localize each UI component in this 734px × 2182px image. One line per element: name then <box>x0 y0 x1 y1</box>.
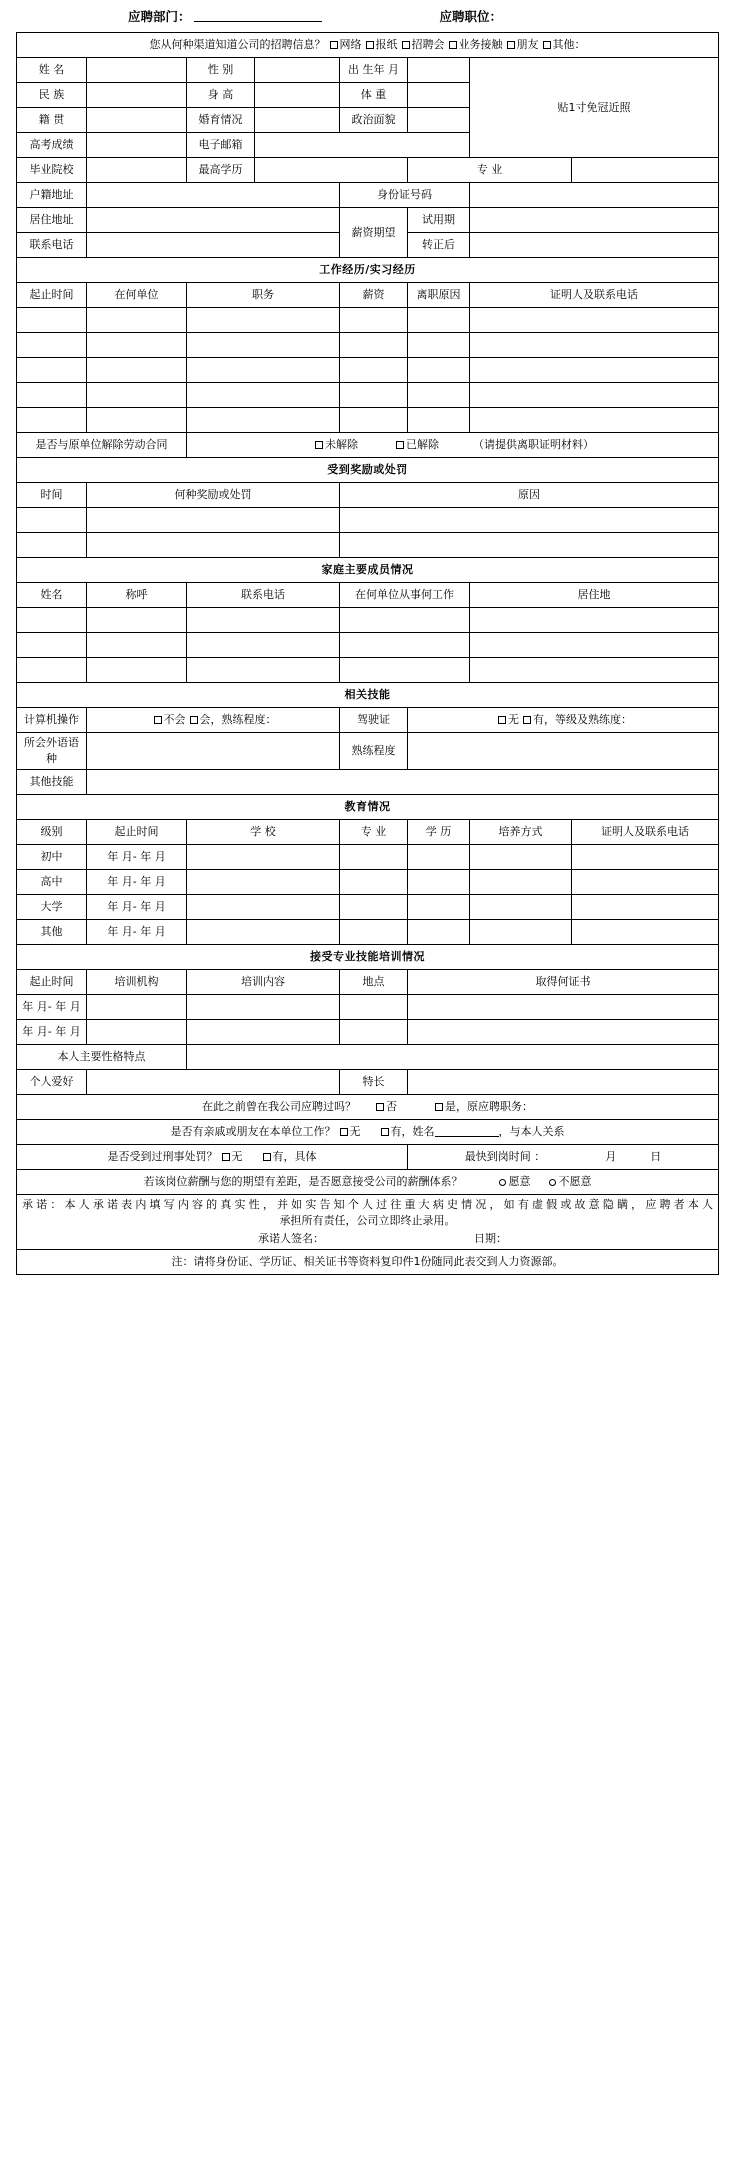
edu-col-school: 学 校 <box>187 819 340 844</box>
edu-period[interactable]: 年 月- 年 月 <box>87 844 187 869</box>
work-columns-row <box>17 283 719 308</box>
work-cell-period[interactable] <box>17 333 87 358</box>
gender-label: 性 别 <box>187 58 255 83</box>
family-section-header-row <box>17 558 719 583</box>
checkbox-icon[interactable] <box>402 41 410 49</box>
education-columns-row <box>17 819 719 844</box>
award-cell-reason[interactable] <box>340 508 719 533</box>
pledge-signature-line <box>20 1231 715 1247</box>
train-cert-input[interactable] <box>408 1019 719 1044</box>
checkbox-icon[interactable] <box>435 1103 443 1111</box>
channel-option-0[interactable]: 网络 <box>339 38 362 52</box>
family-col-name: 姓名 <box>17 583 87 608</box>
channel-option-5[interactable]: 其他： <box>552 38 586 52</box>
pledge-row <box>17 1194 719 1249</box>
train-col-cert: 取得何证书 <box>408 969 719 994</box>
family-cell-phone[interactable] <box>187 608 340 633</box>
edu-period[interactable]: 年 月- 年 月 <box>87 869 187 894</box>
train-content-input[interactable] <box>187 994 340 1019</box>
hukou-input[interactable] <box>87 183 340 208</box>
work-cell-reason[interactable] <box>408 358 470 383</box>
family-cell-name[interactable] <box>17 658 87 683</box>
family-cell-residence[interactable] <box>470 658 719 683</box>
personality-row <box>17 1044 719 1069</box>
proficiency-label: 熟练程度 <box>340 733 408 770</box>
work-cell-salary[interactable] <box>340 333 408 358</box>
work-cell-salary[interactable] <box>340 408 408 433</box>
edu-school-input[interactable] <box>187 869 340 894</box>
edu-col-major: 专 业 <box>340 819 408 844</box>
checkbox-icon[interactable] <box>263 1153 271 1161</box>
edu-degree-input[interactable] <box>408 919 470 944</box>
edu-major-input[interactable] <box>340 919 408 944</box>
edu-level: 初中 <box>17 844 87 869</box>
family-cell-name[interactable] <box>17 608 87 633</box>
radio-icon[interactable] <box>549 1179 556 1186</box>
award-cell-reason[interactable] <box>340 533 719 558</box>
work-cell-position[interactable] <box>187 408 340 433</box>
email-label: 电子邮箱 <box>187 133 255 158</box>
checkbox-icon[interactable] <box>315 441 323 449</box>
education-section-title: 教育情况 <box>17 794 719 819</box>
checkbox-icon[interactable] <box>396 441 404 449</box>
school-label: 毕业院校 <box>17 158 87 183</box>
name-label: 姓 名 <box>17 58 87 83</box>
gaokao-input[interactable] <box>87 133 187 158</box>
edu-reference-input[interactable] <box>572 844 719 869</box>
phone-label: 联系电话 <box>17 233 87 258</box>
computer-skill-options <box>87 708 340 733</box>
arrival-day[interactable]: 日 <box>650 1149 662 1163</box>
family-col-relation: 称呼 <box>87 583 187 608</box>
edu-school-input[interactable] <box>187 919 340 944</box>
basic-info-table <box>16 32 719 1275</box>
checkbox-icon[interactable] <box>523 716 531 724</box>
train-org-input[interactable] <box>87 1019 187 1044</box>
family-cell-relation[interactable] <box>87 658 187 683</box>
edu-school-input[interactable] <box>187 844 340 869</box>
training-section-header-row <box>17 944 719 969</box>
arrival-time-cell <box>408 1144 719 1169</box>
edu-major-input[interactable] <box>340 869 408 894</box>
probation-salary-label: 试用期 <box>408 208 470 233</box>
edu-degree-input[interactable] <box>408 844 470 869</box>
work-col-company: 在何单位 <box>87 283 187 308</box>
edu-level: 高中 <box>17 869 87 894</box>
name-gender-birth-row <box>17 58 719 83</box>
driver-license-options <box>408 708 719 733</box>
family-cell-work[interactable] <box>340 608 470 633</box>
pledge-date-label[interactable]: 日期： <box>474 1231 507 1245</box>
work-section-title: 工作经历/实习经历 <box>17 258 719 283</box>
checkbox-icon[interactable] <box>507 41 515 49</box>
train-period[interactable]: 年 月- 年 月 <box>17 994 87 1019</box>
degree-input[interactable] <box>255 158 408 183</box>
award-empty-row <box>17 508 719 533</box>
language-row <box>17 733 719 770</box>
photo-placeholder: 贴1寸免冠近照 <box>470 58 719 158</box>
relatives-opt-yes[interactable]: 有，姓名 <box>390 1124 435 1138</box>
family-section-title: 家庭主要成员情况 <box>17 558 719 583</box>
contract-note: （请提供离职证明材料） <box>473 438 594 452</box>
work-cell-salary[interactable] <box>340 358 408 383</box>
relatives-text: 是否有亲戚或朋友在本单位工作？ <box>170 1124 336 1138</box>
work-cell-salary[interactable] <box>340 308 408 333</box>
work-col-reason: 离职原因 <box>408 283 470 308</box>
checkbox-icon[interactable] <box>449 41 457 49</box>
edu-mode-input[interactable] <box>470 844 572 869</box>
award-empty-row <box>17 533 719 558</box>
personality-label: 本人主要性格特点 <box>17 1044 187 1069</box>
education-row <box>17 869 719 894</box>
family-cell-residence[interactable] <box>470 608 719 633</box>
work-cell-company[interactable] <box>87 308 187 333</box>
education-row <box>17 844 719 869</box>
train-col-period: 起止时间 <box>17 969 87 994</box>
award-columns-row <box>17 483 719 508</box>
family-empty-row <box>17 608 719 633</box>
work-col-salary: 薪资 <box>340 283 408 308</box>
edu-mode-input[interactable] <box>470 894 572 919</box>
idcard-input[interactable] <box>470 183 719 208</box>
channel-question-row <box>17 33 719 58</box>
ethnicity-input[interactable] <box>87 83 187 108</box>
criminal-text: 是否受到过刑事处罚？ <box>107 1149 218 1163</box>
relatives-name-input[interactable] <box>435 1126 499 1137</box>
other-skill-input[interactable] <box>87 769 719 794</box>
award-col-type: 何种奖励或处罚 <box>87 483 340 508</box>
personality-input[interactable] <box>187 1044 719 1069</box>
phone-input[interactable] <box>87 233 340 258</box>
specialty-input[interactable] <box>408 1069 719 1094</box>
training-section-title: 接受专业技能培训情况 <box>17 944 719 969</box>
train-period[interactable]: 年 月- 年 月 <box>17 1019 87 1044</box>
work-cell-reference[interactable] <box>470 308 719 333</box>
work-cell-position[interactable] <box>187 358 340 383</box>
email-input[interactable] <box>255 133 470 158</box>
proficiency-input[interactable] <box>408 733 719 770</box>
channel-option-4[interactable]: 朋友 <box>516 38 539 52</box>
criminal-arrival-row <box>17 1144 719 1169</box>
work-cell-period[interactable] <box>17 383 87 408</box>
edu-reference-input[interactable] <box>572 919 719 944</box>
contract-question-options <box>187 433 719 458</box>
checkbox-icon[interactable] <box>498 716 506 724</box>
work-col-reference: 证明人及联系电话 <box>470 283 719 308</box>
school-input[interactable] <box>87 158 187 183</box>
specialty-label: 特长 <box>340 1069 408 1094</box>
work-cell-reason[interactable] <box>408 308 470 333</box>
applied-before-cell <box>17 1094 719 1119</box>
work-cell-salary[interactable] <box>340 383 408 408</box>
work-cell-position[interactable] <box>187 383 340 408</box>
train-org-input[interactable] <box>87 994 187 1019</box>
work-empty-row <box>17 408 719 433</box>
hobby-input[interactable] <box>87 1069 340 1094</box>
edu-period[interactable]: 年 月- 年 月 <box>87 919 187 944</box>
checkbox-icon[interactable] <box>376 1103 384 1111</box>
work-cell-reference[interactable] <box>470 358 719 383</box>
training-columns-row <box>17 969 719 994</box>
family-cell-name[interactable] <box>17 633 87 658</box>
footer-note-row <box>17 1249 719 1274</box>
footer-note: 注：请将身份证、学历证、相关证书等资料复印件1份随同此表交到人力资源部。 <box>17 1249 719 1274</box>
gaokao-label: 高考成绩 <box>17 133 87 158</box>
relatives-opt-no[interactable]: 无 <box>349 1124 361 1138</box>
hukou-label: 户籍地址 <box>17 183 87 208</box>
applied-before-row <box>17 1094 719 1119</box>
edu-major-input[interactable] <box>340 844 408 869</box>
arrival-time-label: 最快到岗时间 ： <box>464 1149 546 1163</box>
language-label: 所会外语语种 <box>17 733 87 770</box>
train-place-input[interactable] <box>340 994 408 1019</box>
edu-col-reference: 证明人及联系电话 <box>572 819 719 844</box>
work-cell-reference[interactable] <box>470 383 719 408</box>
edu-level: 其他 <box>17 919 87 944</box>
pledge-signature-label[interactable]: 承诺人签名： <box>258 1231 324 1245</box>
contract-question-row <box>17 433 719 458</box>
contract-opt-done[interactable]: 已解除 <box>406 438 439 452</box>
work-cell-company[interactable] <box>87 408 187 433</box>
driver-opt-yes[interactable]: 有，等级及熟练度： <box>533 713 632 727</box>
checkbox-icon[interactable] <box>222 1153 230 1161</box>
regular-salary-input[interactable] <box>470 233 719 258</box>
height-input[interactable] <box>255 83 340 108</box>
checkbox-icon[interactable] <box>543 41 551 49</box>
work-cell-period[interactable] <box>17 308 87 333</box>
other-skill-row <box>17 769 719 794</box>
work-cell-period[interactable] <box>17 408 87 433</box>
train-content-input[interactable] <box>187 1019 340 1044</box>
residence-salary-probation-row <box>17 208 719 233</box>
channel-option-1[interactable]: 报纸 <box>375 38 398 52</box>
driver-opt-no[interactable]: 无 <box>508 713 519 727</box>
work-cell-position[interactable] <box>187 308 340 333</box>
applied-before-opt-no[interactable]: 否 <box>386 1099 397 1113</box>
award-cell-time[interactable] <box>17 508 87 533</box>
award-section-title: 受到奖励或处罚 <box>17 458 719 483</box>
form-header <box>0 0 734 32</box>
edu-reference-input[interactable] <box>572 869 719 894</box>
family-columns-row <box>17 583 719 608</box>
salary-accept-opt-yes[interactable]: 愿意 <box>508 1174 531 1188</box>
family-cell-work[interactable] <box>340 633 470 658</box>
education-row <box>17 919 719 944</box>
award-cell-type[interactable] <box>87 533 340 558</box>
birth-label: 出 生年 月 <box>340 58 408 83</box>
pledge-cell <box>17 1194 719 1249</box>
award-col-time: 时间 <box>17 483 87 508</box>
political-input[interactable] <box>408 108 470 133</box>
family-cell-residence[interactable] <box>470 633 719 658</box>
work-cell-company[interactable] <box>87 358 187 383</box>
work-cell-reason[interactable] <box>408 333 470 358</box>
salary-accept-opt-no[interactable]: 不愿意 <box>558 1174 592 1188</box>
family-cell-relation[interactable] <box>87 608 187 633</box>
applied-before-opt-yes[interactable]: 是，原应聘职务： <box>445 1099 533 1113</box>
award-cell-type[interactable] <box>87 508 340 533</box>
train-col-org: 培训机构 <box>87 969 187 994</box>
channel-question-cell <box>17 33 719 58</box>
edu-col-degree: 学 历 <box>408 819 470 844</box>
award-col-reason: 原因 <box>340 483 719 508</box>
salary-accept-cell <box>17 1169 719 1194</box>
weight-input[interactable] <box>408 83 470 108</box>
skill-section-title: 相关技能 <box>17 683 719 708</box>
channel-question-text: 您从何种渠道知道公司的招聘信息？ <box>149 38 326 52</box>
work-section-header-row <box>17 258 719 283</box>
height-label: 身 高 <box>187 83 255 108</box>
family-cell-phone[interactable] <box>187 633 340 658</box>
checkbox-icon[interactable] <box>154 716 162 724</box>
language-input[interactable] <box>87 733 340 770</box>
driver-license-label: 驾驶证 <box>340 708 408 733</box>
work-col-period: 起止时间 <box>17 283 87 308</box>
contract-opt-not[interactable]: 未解除 <box>325 438 358 452</box>
department-input-rule[interactable] <box>194 10 322 22</box>
family-col-residence: 居住地 <box>470 583 719 608</box>
edu-mode-input[interactable] <box>470 869 572 894</box>
training-row <box>17 994 719 1019</box>
regular-salary-label: 转正后 <box>408 233 470 258</box>
skill-section-header-row <box>17 683 719 708</box>
criminal-opt-yes[interactable]: 有，具体 <box>272 1149 317 1163</box>
training-row <box>17 1019 719 1044</box>
residence-label: 居住地址 <box>17 208 87 233</box>
weight-label: 体 重 <box>340 83 408 108</box>
radio-icon[interactable] <box>499 1179 506 1186</box>
residence-input[interactable] <box>87 208 340 233</box>
relatives-row <box>17 1119 719 1144</box>
checkbox-icon[interactable] <box>366 41 374 49</box>
computer-opt-yes[interactable]: 会，熟练程度： <box>199 713 277 727</box>
family-empty-row <box>17 658 719 683</box>
ethnicity-label: 民 族 <box>17 83 87 108</box>
edu-major-input[interactable] <box>340 894 408 919</box>
edu-degree-input[interactable] <box>408 869 470 894</box>
idcard-label: 身份证号码 <box>340 183 470 208</box>
award-cell-time[interactable] <box>17 533 87 558</box>
work-empty-row <box>17 308 719 333</box>
gender-input[interactable] <box>255 58 340 83</box>
family-col-work: 在何单位从事何工作 <box>340 583 470 608</box>
train-col-content: 培训内容 <box>187 969 340 994</box>
computer-opt-no[interactable]: 不会 <box>163 713 186 727</box>
work-cell-reference[interactable] <box>470 408 719 433</box>
degree-label: 最高学历 <box>187 158 255 183</box>
arrival-month[interactable]: 月 <box>605 1149 617 1163</box>
award-section-header-row <box>17 458 719 483</box>
train-place-input[interactable] <box>340 1019 408 1044</box>
probation-salary-input[interactable] <box>470 208 719 233</box>
edu-period[interactable]: 年 月- 年 月 <box>87 894 187 919</box>
channel-option-2[interactable]: 招聘会 <box>411 38 445 52</box>
relatives-cell <box>17 1119 719 1144</box>
checkbox-icon[interactable] <box>381 1128 389 1136</box>
education-section-header-row <box>17 794 719 819</box>
birth-input[interactable] <box>408 58 470 83</box>
criminal-cell <box>17 1144 408 1169</box>
political-label: 政治面貌 <box>340 108 408 133</box>
department-label: 应聘部门： <box>128 9 191 24</box>
edu-degree-input[interactable] <box>408 894 470 919</box>
edu-level: 大学 <box>17 894 87 919</box>
pledge-line2: 承担所有责任，公司立即终止录用。 <box>279 1213 456 1227</box>
edu-mode-input[interactable] <box>470 919 572 944</box>
train-col-place: 地点 <box>340 969 408 994</box>
relatives-tail: ，与本人关系 <box>498 1124 565 1138</box>
origin-input[interactable] <box>87 108 187 133</box>
train-cert-input[interactable] <box>408 994 719 1019</box>
origin-label: 籍 贯 <box>17 108 87 133</box>
family-empty-row <box>17 633 719 658</box>
work-cell-company[interactable] <box>87 333 187 358</box>
edu-col-mode: 培养方式 <box>470 819 572 844</box>
edu-col-period: 起止时间 <box>87 819 187 844</box>
contract-question-label: 是否与原单位解除劳动合同 <box>17 433 187 458</box>
work-cell-period[interactable] <box>17 358 87 383</box>
edu-reference-input[interactable] <box>572 894 719 919</box>
hukou-idcard-row <box>17 183 719 208</box>
checkbox-icon[interactable] <box>190 716 198 724</box>
family-cell-phone[interactable] <box>187 658 340 683</box>
computer-skill-label: 计算机操作 <box>17 708 87 733</box>
salary-accept-row <box>17 1169 719 1194</box>
channel-option-3[interactable]: 业务接触 <box>458 38 503 52</box>
other-skill-label: 其他技能 <box>17 769 87 794</box>
checkbox-icon[interactable] <box>340 1128 348 1136</box>
criminal-opt-no[interactable]: 无 <box>231 1149 243 1163</box>
work-cell-company[interactable] <box>87 383 187 408</box>
position-label: 应聘职位： <box>439 9 503 24</box>
name-input[interactable] <box>87 58 187 83</box>
salary-expectation-label: 薪资期望 <box>340 208 408 258</box>
hobby-specialty-row <box>17 1069 719 1094</box>
hobby-label: 个人爱好 <box>17 1069 87 1094</box>
department-field-group <box>128 7 322 25</box>
family-col-phone: 联系电话 <box>187 583 340 608</box>
work-cell-reason[interactable] <box>408 383 470 408</box>
applied-before-text: 在此之前曾在我公司应聘过吗？ <box>202 1099 356 1113</box>
school-degree-major-row <box>17 158 719 183</box>
edu-col-level: 级别 <box>17 819 87 844</box>
work-col-position: 职务 <box>187 283 340 308</box>
family-cell-relation[interactable] <box>87 633 187 658</box>
work-empty-row <box>17 333 719 358</box>
edu-school-input[interactable] <box>187 894 340 919</box>
marriage-input[interactable] <box>255 108 340 133</box>
checkbox-icon[interactable] <box>330 41 338 49</box>
work-cell-reference[interactable] <box>470 333 719 358</box>
family-cell-work[interactable] <box>340 658 470 683</box>
marriage-label: 婚育情况 <box>187 108 255 133</box>
education-row <box>17 894 719 919</box>
work-empty-row <box>17 358 719 383</box>
pledge-line1: 承诺：本人承诺表内填写内容的真实性，并如实告知个人过往重大病史情况，如有虚假或故意隐瞒，应聘者本人 <box>22 1197 713 1211</box>
salary-accept-text: 若该岗位薪酬与您的期望有差距，是否愿意接受公司的薪酬体系？ <box>143 1174 463 1188</box>
work-cell-reason[interactable] <box>408 408 470 433</box>
major-label: 专 业 <box>408 158 572 183</box>
work-empty-row <box>17 383 719 408</box>
work-cell-position[interactable] <box>187 333 340 358</box>
computer-skill-row <box>17 708 719 733</box>
major-input[interactable] <box>572 158 719 183</box>
